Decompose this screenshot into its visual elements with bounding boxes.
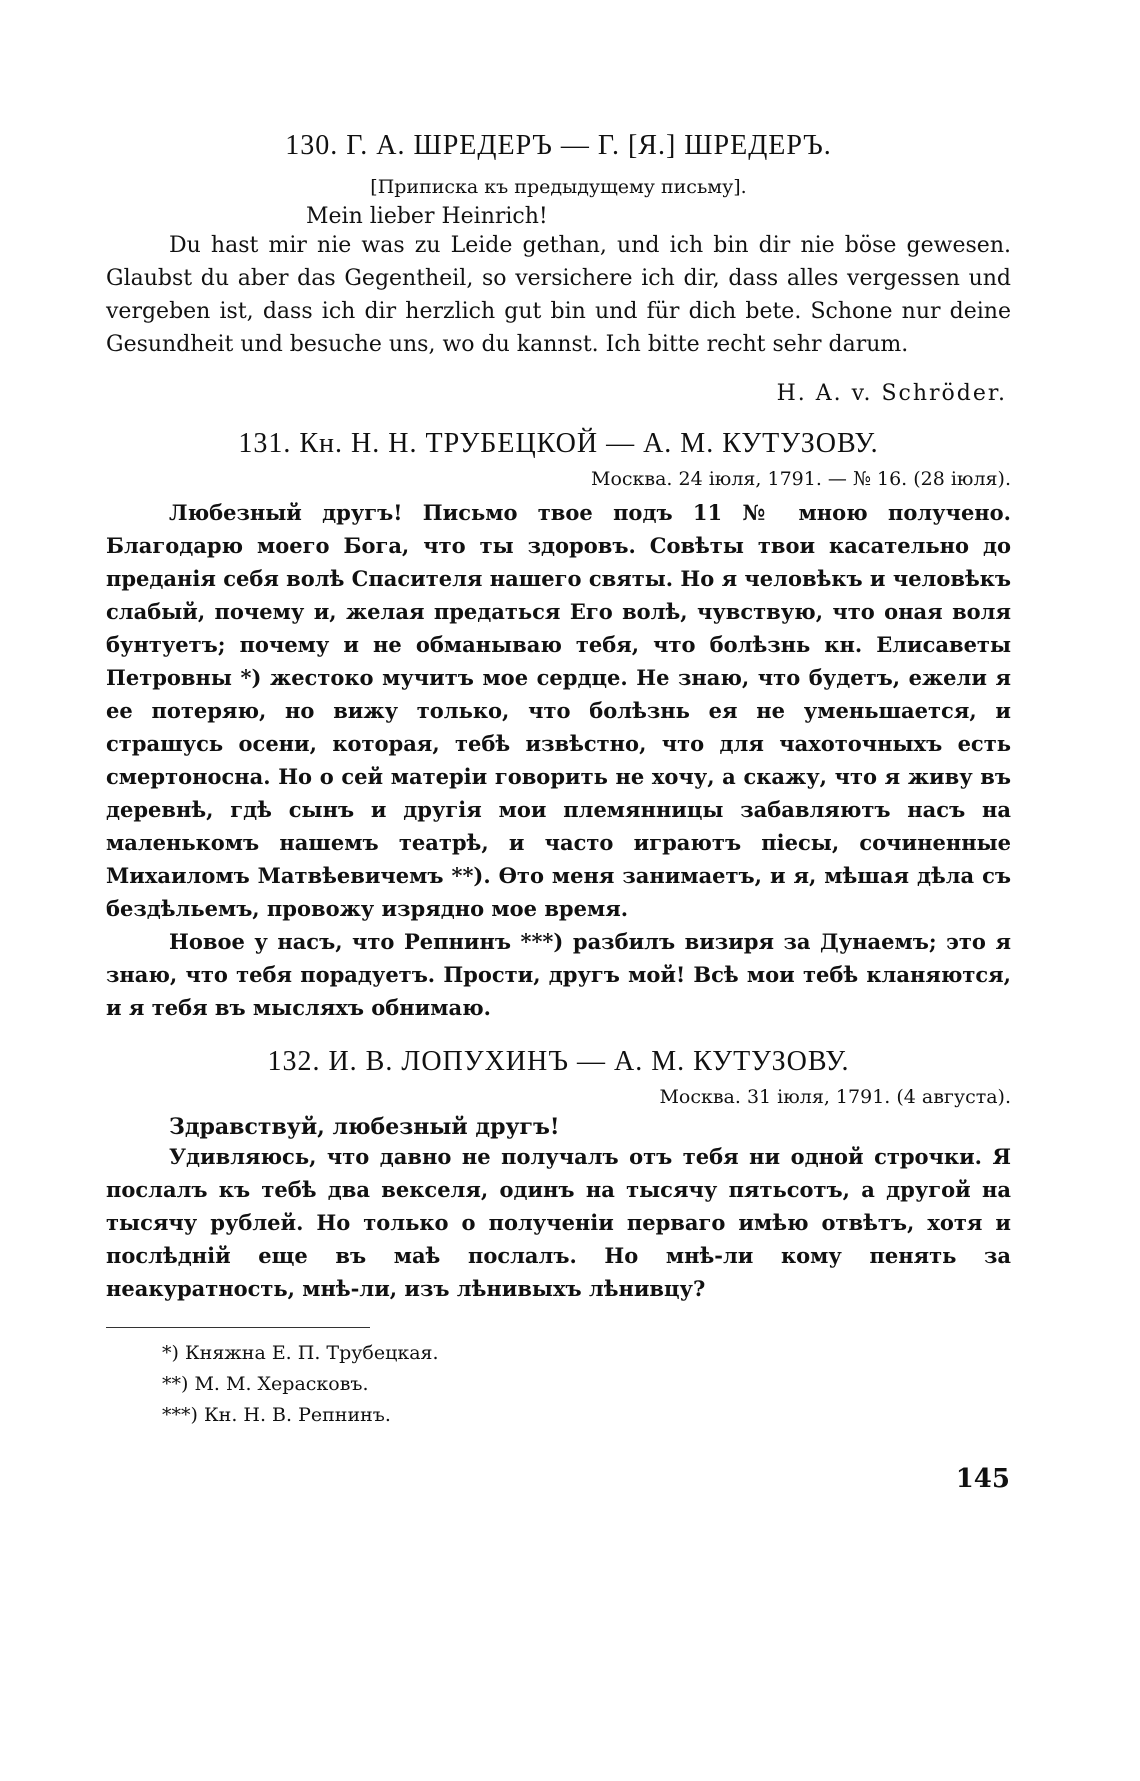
footnote-divider (106, 1327, 370, 1328)
paragraph: Любезный другъ! Письмо твое подъ 11 № мною получено. Благодарю моего Бога, что ты здоровъ. Совѣты твои касательно до преданія себя волѣ Спасителя нашего святы. Но я человѣкъ и человѣкъ слабый, почему и, желая предаться Его волѣ, чувствую, что оная воля бунтуетъ; почему и не обманываю тебя, что болѣзнь кн. Елисаветы Петровны *) жестоко мучитъ мое сердце. Не знаю, что будетъ, ежели я ее потеряю, но вижу только, что болѣзнь ея не уменьшается, и страшусь осени, которая, тебѣ извѣстно, что для чахоточныхъ есть смертоносна. Но о сей матеріи говорить не хочу, а скажу, что я живу въ деревнѣ, гдѣ сынъ и другія мои племянницы забавляютъ насъ на маленькомъ нашемъ театрѣ, и часто играютъ піесы, сочиненные Михаиломъ Матвѣевичемъ **). Ѳто меня занимаетъ, и я, мѣшая дѣла съ бездѣльемъ, провожу изрядно мое время. (106, 500, 1011, 921)
paragraph: Новое у насъ, что Репнинъ ***) разбилъ визиря за Дунаемъ; это я знаю, что тебя порадуетъ. Прости, другъ мой! Всѣ мои тебѣ кланяются, и я тебя въ мысляхъ обнимаю. (106, 929, 1011, 1020)
letter-title: 130. Г. А. ШРЕДЕРЪ — Г. [Я.] ШРЕДЕРЪ. (285, 130, 832, 161)
letter-130 (106, 130, 1011, 406)
letter-title: 132. И. В. ЛОПУХИНЪ — А. М. КУТУЗОВУ. (267, 1046, 850, 1077)
letter-title: 131. Кн. Н. Н. ТРУБЕЦКОЙ — А. М. КУТУЗОВУ. (238, 428, 879, 459)
page-content (106, 130, 1011, 1431)
letter-132 (106, 1046, 1011, 1305)
footnotes (106, 1338, 1011, 1431)
letter-subtitle: [Приписка къ предыдущему письму]. (370, 176, 747, 198)
letter-131 (106, 428, 1011, 1024)
footnote: **) М. М. Херасковъ. (162, 1373, 369, 1395)
dateline: Москва. 31 іюля, 1791. (4 августа). (659, 1086, 1011, 1108)
dateline: Москва. 24 іюля, 1791. — № 16. (28 іюля). (591, 468, 1011, 490)
salutation: Здравствуй, любезный другъ! (169, 1114, 560, 1140)
footnote: ***) Кн. Н. В. Репнинъ. (162, 1404, 391, 1426)
paragraph: Du hast mir nie was zu Leide gethan, und ich bin dir nie böse gewesen. Glaubst du aber das Gegentheil, so versichere ich dir, dass alles vergessen und vergeben ist, dass ich dir herzlich gut bin und für dich bete. Schone nur deine Gesundheit und besuche uns, wo du kannst. Ich bitte recht sehr darum. (106, 233, 1011, 357)
page-number: 145 (955, 1464, 1010, 1494)
footnote: *) Княжна Е. П. Трубецкая. (162, 1342, 439, 1364)
salutation: Mein lieber Heinrich! (306, 204, 548, 229)
paragraph: Удивляюсь, что давно не получалъ отъ тебя ни одной строчки. Я послалъ къ тебѣ два векселя, одинъ на тысячу пятьсотъ, а другой на тысячу рублей. Но только о полученіи перваго имѣю отвѣтъ, хотя и послѣдній еще въ маѣ послалъ. Но мнѣ-ли кому пенять за неакуратность, мнѣ-ли, изъ лѣнивыхъ лѣнивцу? (106, 1144, 1011, 1301)
signature: H. A. v. Schröder. (776, 381, 1007, 406)
